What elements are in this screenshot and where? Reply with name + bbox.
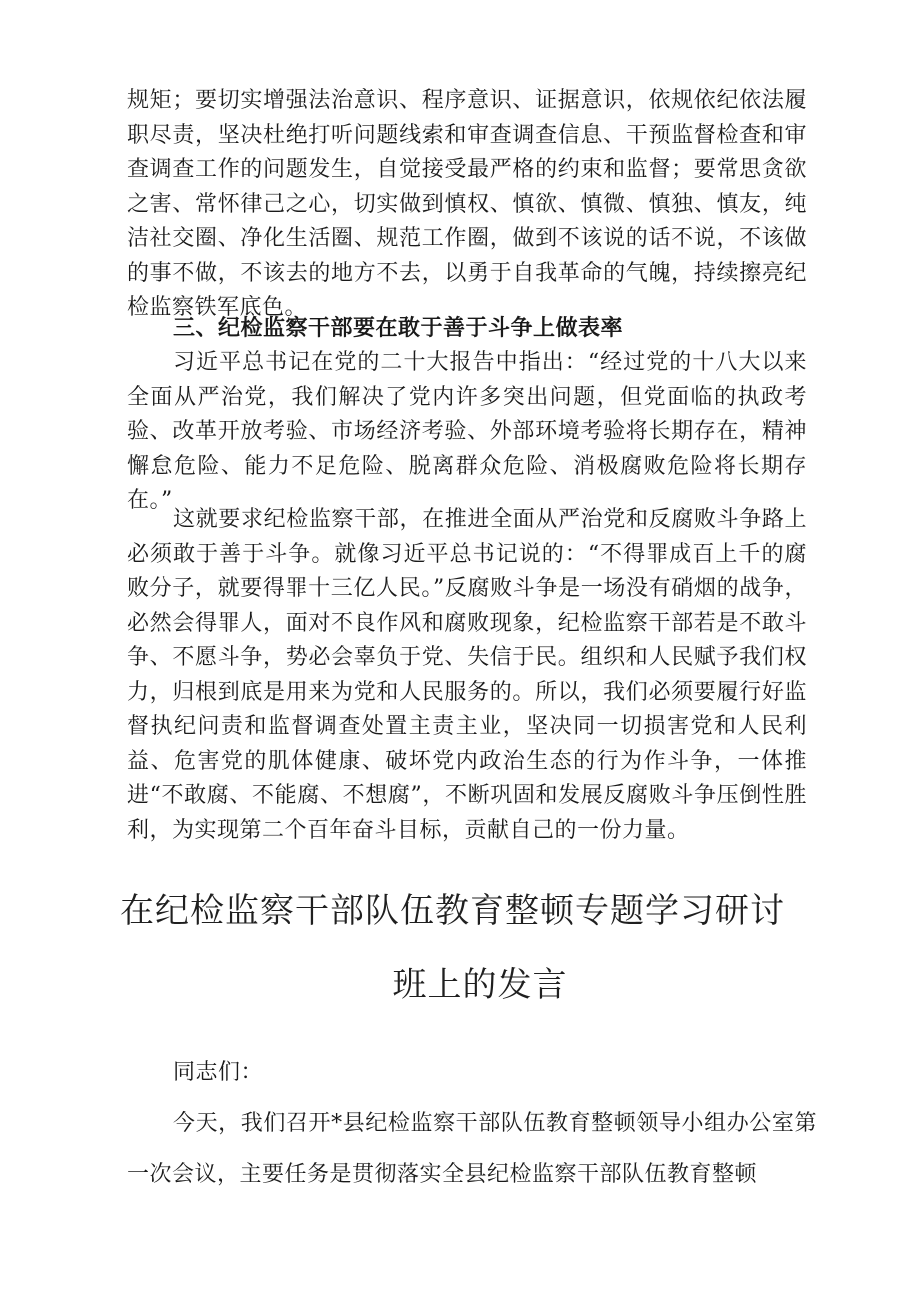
- speech-opening-paragraph: 今天，我们召开*县纪检监察干部队伍教育整顿领导小组办公室第一次会议，主要任务是贯彻落实全县纪检监察干部队伍教育整顿: [127, 1111, 817, 1187]
- continuation-paragraph: 规矩；要切实增强法治意识、程序意识、证据意识，依规依纪依法履职尽责，坚决杜绝打听问题线索和审查调查信息、干预监督检查和审查调查工作的问题发生，自觉接受最严格的约束和监督；要常思贪欲之害、常怀律己之心，切实做到慎权、慎欲、慎微、慎独、慎友，纯洁社交圈、净化生活圈、规范工作圈，做到不该说的话不说，不该做的事不做，不该去的地方不去，以勇于自我革命的气魄，持续擦亮纪检监察铁军底色。: [127, 88, 807, 320]
- quote-paragraph: 习近平总书记在党的二十大报告中指出：“经过党的十八大以来全面从严治党，我们解决了党内许多突出问题，但党面临的执政考验、改革开放考验、市场经济考验、外部环境考验将长期存在，精神懈怠危险、能力不足危险、脱离群众危险、消极腐败危险将长期存在。”: [127, 350, 807, 513]
- speech-title-line-1: 在纪检监察干部队伍教育整顿专题学习研讨: [120, 891, 785, 931]
- speech-salutation: 同志们：: [173, 1060, 264, 1085]
- body-paragraph: 这就要求纪检监察干部，在推进全面从严治党和反腐败斗争路上必须敢于善于斗争。就像习近平总书记说的：“不得罪成百上千的腐败分子，就要得罪十三亿人民。”反腐败斗争是一场没有硝烟的战争，必然会得罪人，面对不良作风和腐败现象，纪检监察干部若是不敢斗争、不愿斗争，势必会辜负于党、失信于民。组织和人民赋予我们权力，归根到底是用来为党和人民服务的。所以，我们必须要履行好监督执纪问责和监督调查处置主责主业，坚决同一切损害党和人民利益、危害党的肌体健康、破坏党内政治生态的行为作斗争，一体推进“不敢腐、不能腐、不想腐”，不断巩固和发展反腐败斗争压倒性胜利，为实现第二个百年奋斗目标，贡献自己的一份力量。: [127, 507, 807, 843]
- section-heading: 三、纪检监察干部要在敢于善于斗争上做表率: [173, 316, 624, 341]
- speech-title-line-2: 班上的发言: [392, 965, 568, 1005]
